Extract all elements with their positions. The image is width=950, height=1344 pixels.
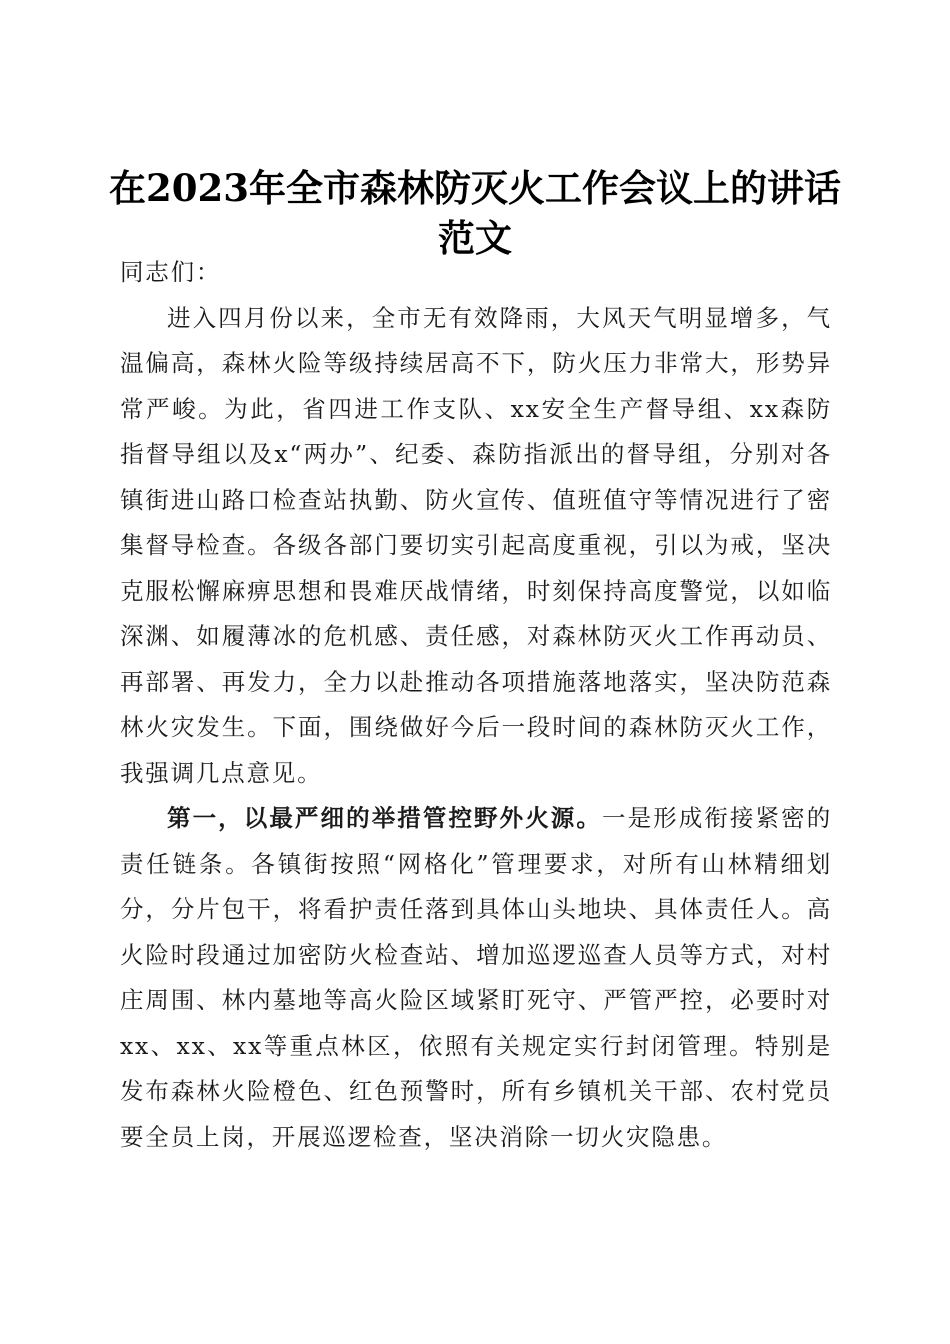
document-title [60, 163, 890, 263]
paragraph-intro: 进入四月份以来，全市无有效降雨，大风天气明显增多，气温偏高，森林火险等级持续居高不下，防火压力非常大，形势异常严峻。为此，省四进工作支队、xx安全生产督导组、xx森防指督导组以及x“两办”、纪委、森防指派出的督导组，分别对各镇街进山路口检查站执勤、防火宣传、值班值守等情况进行了密集督导检查。各级各部门要切实引起高度重视，引以为戒，坚决克服松懈麻痹思想和畏难厌战情绪，时刻保持高度警觉，以如临深渊、如履薄冰的危机感、责任感，对森林防灭火工作再动员、再部署、再发力，全力以赴推动各项措施落地落实，坚决防范森林火灾发生。下面，围绕做好今后一段时间的森林防灭火工作，我强调几点意见。 [120, 303, 832, 787]
salutation: 同志们： [120, 258, 222, 286]
document-body [120, 250, 832, 1160]
title-line-1: 在2023年全市森林防灭火工作会议上的讲话 [109, 165, 841, 210]
paragraph-first-point-lead: 第一，以最严细的举措管控野外火源。 [167, 804, 602, 832]
paragraph-first-point-text: 一是形成衔接紧密的责任链条。各镇街按照“网格化”管理要求，对所有山林精细划分，分片包干，将看护责任落到具体山头地块、具体责任人。高火险时段通过加密防火检查站、增加巡逻巡查人员等方式，对村庄周围、林内墓地等高火险区域紧盯死守、严管严控，必要时对xx、xx、xx等重点林区，依照有关规定实行封闭管理。特别是发布森林火险橙色、红色预警时，所有乡镇机关干部、农村党员要全员上岗，开展巡逻检查，坚决消除一切火灾隐患。 [120, 804, 832, 1151]
paragraph-first-point [120, 796, 832, 1160]
title-line-2: 范文 [438, 215, 512, 260]
